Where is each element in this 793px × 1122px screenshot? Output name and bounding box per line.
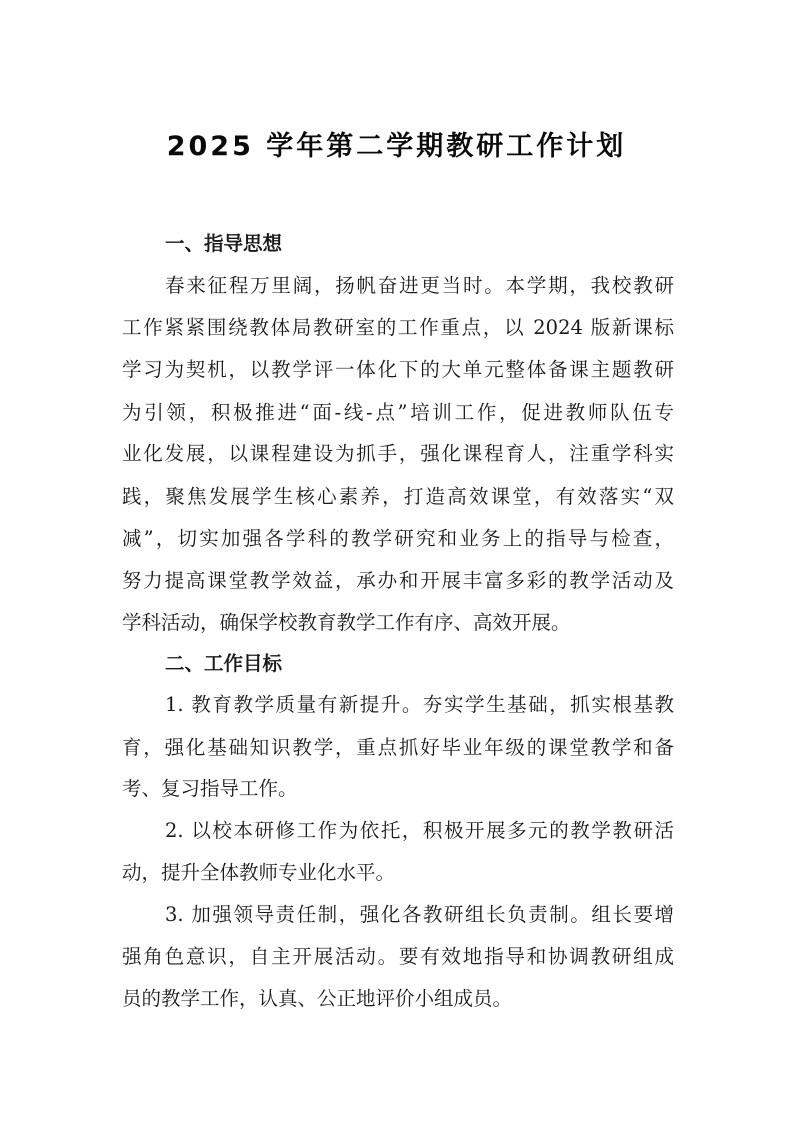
paragraph-line: 3. 加强领导责任制，强化各教研组长负责制。组长要增 [165, 903, 674, 926]
paragraph-line: 学科活动，确保学校教育教学工作有序、高效开展。 [122, 611, 571, 634]
paragraph-line: 业化发展，以课程建设为抓手，强化课程育人，注重学科实 [122, 442, 674, 465]
section-heading-work-goals: 二、工作目标 [165, 652, 283, 675]
paragraph-line: 春来征程万里阔，扬帆奋进更当时。本学期，我校教研 [165, 274, 674, 297]
document-title: 2025 学年第二学期教研工作计划 [166, 131, 627, 162]
paragraph-line: 践，聚焦发展学生核心素养，打造高效课堂，有效落实“双 [122, 485, 674, 508]
paragraph-line: 减”，切实加强各学科的教学研究和业务上的指导与检查， [122, 527, 674, 550]
paragraph-line: 员的教学工作，认真、公正地评价小组成员。 [122, 987, 513, 1010]
section-heading-guiding-ideology: 一、指导思想 [165, 232, 283, 255]
paragraph-line: 努力提高课堂教学效益，承办和开展丰富多彩的教学活动及 [122, 569, 674, 592]
paragraph-line: 动，提升全体教师专业化水平。 [122, 861, 396, 884]
paragraph-line: 工作紧紧围绕教体局教研室的工作重点，以 2024 版新课标 [122, 316, 674, 339]
paragraph-line: 1. 教育教学质量有新提升。夯实学生基础，抓实根基教 [165, 693, 674, 716]
paragraph-line: 学习为契机，以教学评一体化下的大单元整体备课主题教研 [122, 358, 674, 381]
paragraph-line: 强角色意识，自主开展活动。要有效地指导和协调教研组成 [122, 945, 674, 968]
paragraph-line: 2. 以校本研修工作为依托，积极开展多元的教学教研活 [165, 819, 674, 842]
paragraph-line: 育，强化基础知识教学，重点抓好毕业年级的课堂教学和备 [122, 736, 674, 759]
paragraph-line: 考、复习指导工作。 [122, 777, 298, 800]
paragraph-line: 为引领，积极推进“面-线-点”培训工作，促进教师队伍专 [122, 401, 674, 424]
